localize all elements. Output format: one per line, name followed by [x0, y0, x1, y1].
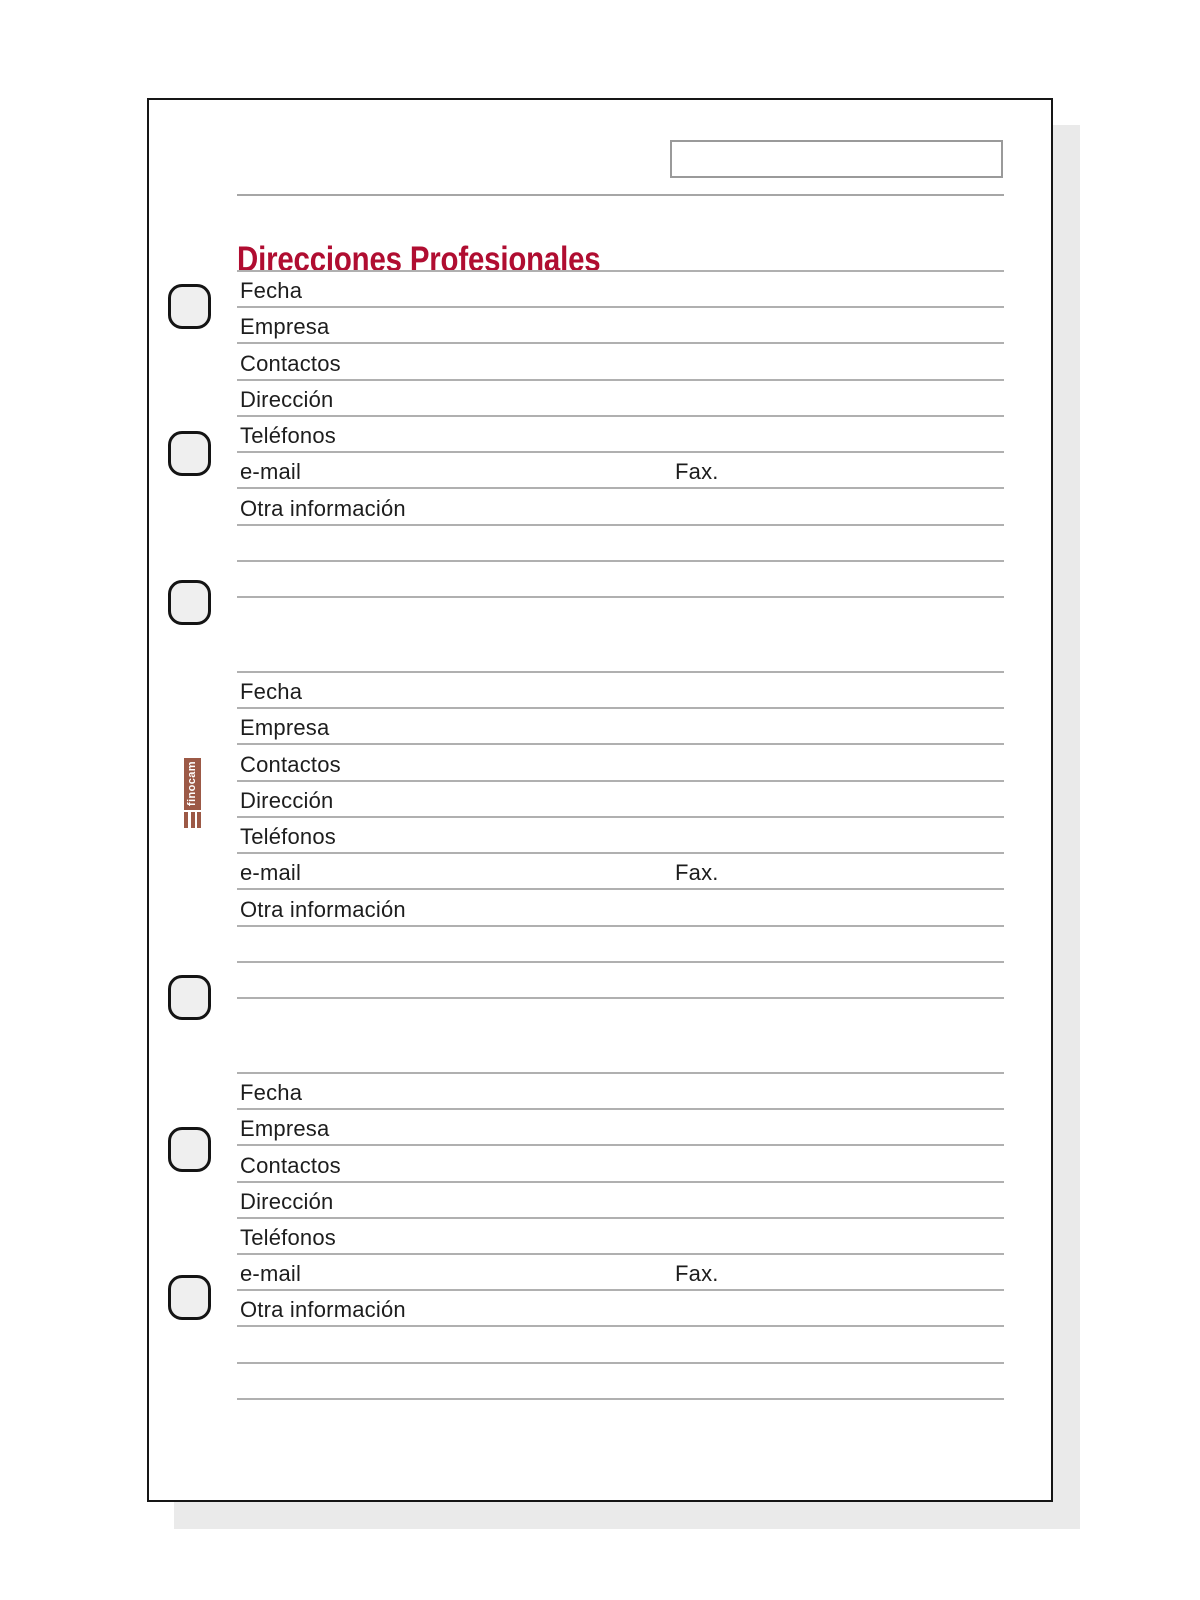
field-label: Fecha — [240, 1080, 303, 1106]
field-label: Dirección — [240, 1188, 334, 1214]
field-row[interactable] — [237, 1110, 1004, 1146]
field-label: Otra información — [240, 896, 406, 922]
finocam-logo-stripes — [184, 812, 201, 828]
title-reference-box[interactable] — [670, 140, 1003, 178]
field-row[interactable] — [237, 308, 1004, 344]
address-sections — [237, 270, 1004, 1473]
field-row[interactable] — [237, 1074, 1004, 1110]
fax-label: Fax. — [675, 860, 719, 886]
field-row[interactable] — [237, 673, 1004, 709]
field-row[interactable] — [237, 782, 1004, 818]
blank-writing-row[interactable] — [237, 963, 1004, 999]
blank-writing-row[interactable] — [237, 1327, 1004, 1363]
punch-hole — [168, 431, 211, 476]
finocam-logo-text: finocam — [186, 761, 198, 807]
title-underline — [237, 194, 1004, 196]
field-row[interactable] — [237, 381, 1004, 417]
field-label: e-mail — [240, 860, 302, 886]
punch-hole — [168, 975, 211, 1020]
field-label: Empresa — [240, 1116, 330, 1142]
field-row[interactable] — [237, 1183, 1004, 1219]
field-row[interactable] — [237, 709, 1004, 745]
field-row[interactable] — [237, 818, 1004, 854]
field-row[interactable] — [237, 890, 1004, 926]
field-row[interactable] — [237, 1146, 1004, 1182]
page-title: Direcciones Profesionales — [237, 240, 601, 279]
field-row[interactable] — [237, 272, 1004, 308]
field-row[interactable] — [237, 1255, 1004, 1291]
field-label: Fecha — [240, 278, 303, 304]
field-row[interactable] — [237, 1219, 1004, 1255]
fax-label: Fax. — [675, 459, 719, 485]
field-row[interactable] — [237, 453, 1004, 489]
field-label: Teléfonos — [240, 423, 336, 449]
field-label: Otra información — [240, 495, 406, 521]
field-label: Contactos — [240, 350, 341, 376]
field-row[interactable] — [237, 1291, 1004, 1327]
field-label: Contactos — [240, 751, 341, 777]
field-row[interactable] — [237, 417, 1004, 453]
field-label: Dirección — [240, 386, 334, 412]
address-entry-section — [237, 270, 1004, 598]
fax-label: Fax. — [675, 1261, 719, 1287]
field-label: Empresa — [240, 715, 330, 741]
punch-hole — [168, 1127, 211, 1172]
blank-writing-row[interactable] — [237, 1364, 1004, 1400]
field-label: Teléfonos — [240, 1225, 336, 1251]
blank-writing-row[interactable] — [237, 526, 1004, 562]
field-row[interactable] — [237, 489, 1004, 525]
field-row[interactable] — [237, 854, 1004, 890]
field-label: Otra información — [240, 1297, 406, 1323]
field-label: Teléfonos — [240, 824, 336, 850]
field-label: Empresa — [240, 314, 330, 340]
field-label: Contactos — [240, 1152, 341, 1178]
field-label: Fecha — [240, 679, 303, 705]
field-label: e-mail — [240, 1261, 302, 1287]
blank-writing-row[interactable] — [237, 927, 1004, 963]
address-entry-section — [237, 671, 1004, 999]
address-entry-section — [237, 1072, 1004, 1400]
punch-hole — [168, 1275, 211, 1320]
field-label: Dirección — [240, 787, 334, 813]
organizer-page — [147, 98, 1053, 1502]
field-row[interactable] — [237, 344, 1004, 380]
field-label: e-mail — [240, 459, 302, 485]
field-row[interactable] — [237, 745, 1004, 781]
punch-hole — [168, 284, 211, 329]
finocam-logo — [184, 758, 201, 810]
punch-hole — [168, 580, 211, 625]
blank-writing-row[interactable] — [237, 562, 1004, 598]
